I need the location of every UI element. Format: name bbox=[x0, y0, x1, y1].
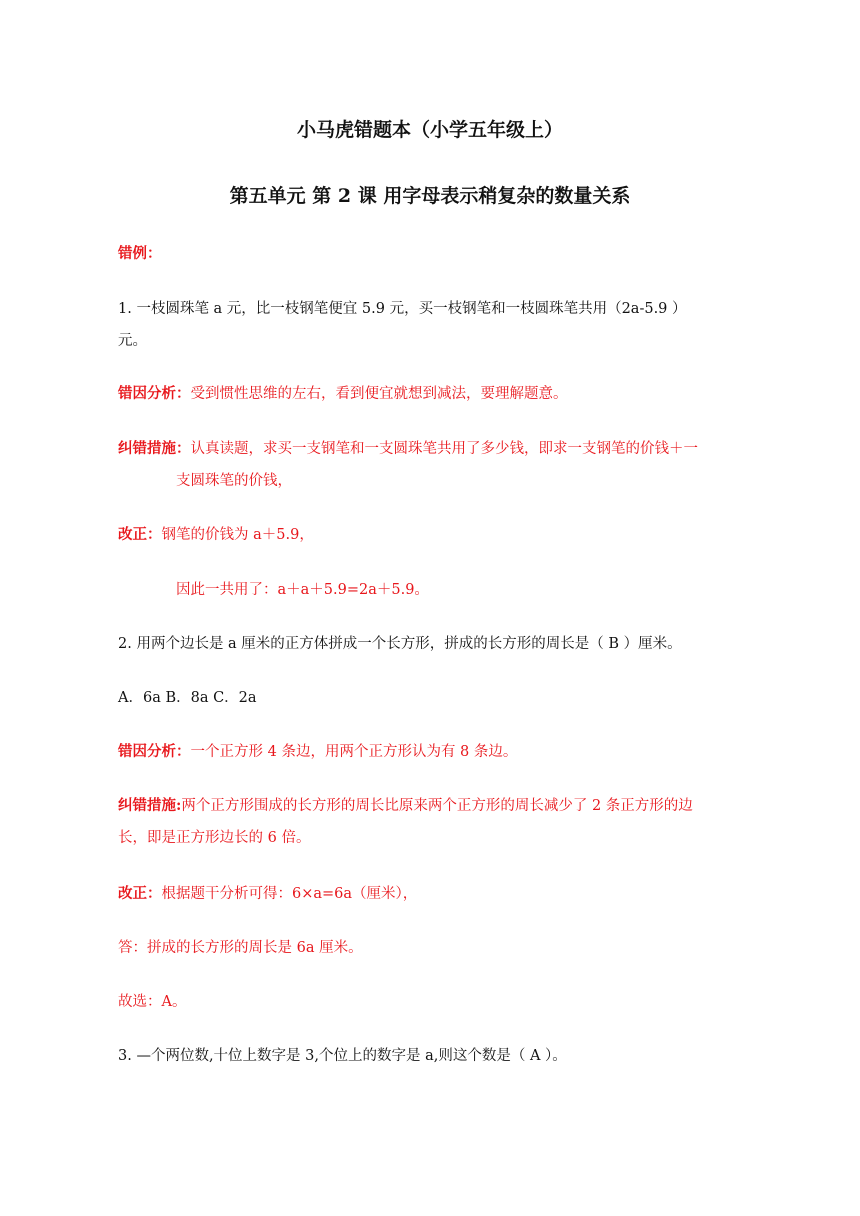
question-2-options: A．6a B．8a C．2a bbox=[118, 690, 257, 706]
q2-cause-row bbox=[118, 742, 734, 762]
q1-fix-cont: 因此一共用了：a＋a＋5.9=2a＋5.9。 bbox=[176, 582, 429, 598]
q1-measure-row bbox=[118, 439, 734, 459]
q1-fix-label: 改正： bbox=[118, 526, 162, 543]
q2-fix-text: 根据题干分析可得：6×a=6a（厘米）， bbox=[161, 886, 418, 902]
q2-measure-cont: 长，即是正方形边长的 6 倍。 bbox=[118, 830, 311, 846]
q2-fix-row bbox=[118, 884, 734, 904]
q1-fix-text: 钢笔的价钱为 a＋5.9， bbox=[161, 527, 314, 543]
q1-fix-row bbox=[118, 525, 734, 545]
q2-answer: 答：拼成的长方形的周长是 6a 厘米。 bbox=[118, 940, 363, 956]
q2-measure-row bbox=[118, 796, 734, 816]
section-label: 错例： bbox=[118, 245, 162, 262]
q1-measure-cont: 支圆珠笔的价钱， bbox=[176, 473, 292, 489]
q1-cause-label: 错因分析： bbox=[118, 385, 191, 402]
q2-cause-text: 一个正方形 4 条边，用两个正方形认为有 8 条边。 bbox=[190, 744, 518, 760]
question-1-text: 1. 一枝圆珠笔 a 元，比一枝钢笔便宜 5.9 元，买一枝钢笔和一枝圆珠笔共用（2a-5.9 ） bbox=[118, 301, 687, 317]
question-1-text-cont: 元。 bbox=[118, 333, 147, 349]
question-3-text: 3. —个两位数,十位上数字是 3,个位上的数字是 a,则这个数是（ A ）。 bbox=[118, 1048, 567, 1064]
q2-measure-text: 两个正方形围成的长方形的周长比原来两个正方形的周长减少了 2 条正方形的边 bbox=[181, 798, 693, 814]
lesson-subtitle: 第五单元 第 2 课 用字母表示稍复杂的数量关系 bbox=[229, 185, 631, 207]
question-2-text: 2. 用两个边长是 a 厘米的正方体拼成一个长方形，拼成的长方形的周长是（ B ）厘米。 bbox=[118, 636, 682, 652]
q2-measure-label: 纠错措施: bbox=[118, 797, 182, 814]
q1-cause-row bbox=[118, 384, 734, 404]
q2-fix-label: 改正： bbox=[118, 885, 162, 902]
page-title: 小马虎错题本（小学五年级上） bbox=[296, 119, 563, 141]
q1-cause-text: 受到惯性思维的左右，看到便宜就想到减法，要理解题意。 bbox=[190, 386, 568, 402]
q2-choice: 故选：A。 bbox=[118, 994, 187, 1010]
q1-measure-label: 纠错措施： bbox=[118, 440, 191, 457]
q2-cause-label: 错因分析： bbox=[118, 743, 191, 760]
q1-measure-text: 认真读题，求买一支钢笔和一支圆珠笔共用了多少钱，即求一支钢笔的价钱＋一 bbox=[190, 441, 698, 457]
